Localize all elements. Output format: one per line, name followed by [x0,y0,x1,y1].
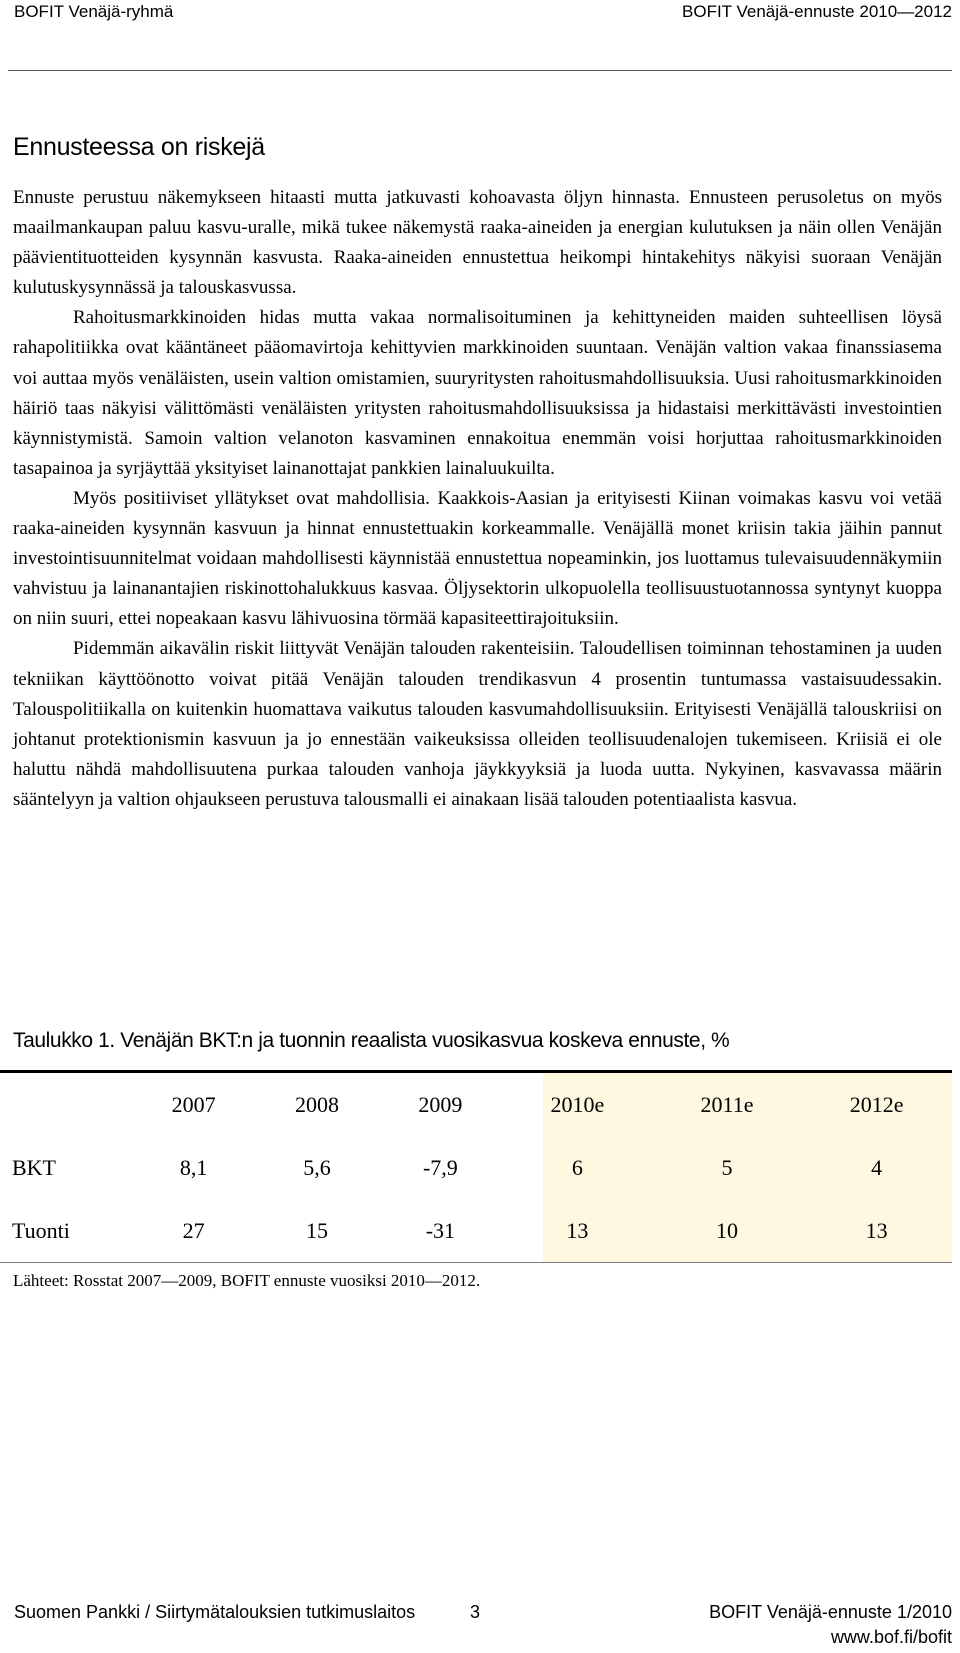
table-cell: 13 [566,1217,589,1243]
table-cell: 15 [306,1217,329,1243]
table-row-bkt [0,1137,952,1199]
table-caption: Taulukko 1. Venäjän BKT:n ja tuonnin reaalista vuosikasvua koskeva ennuste, % [13,1029,730,1052]
paragraph-3: Myös positiiviset yllätykset ovat mahdollisia. Kaakkois-Aasian ja erityisesti Kiinan voimakas kasvu voi vetää raaka-aineiden kysynnän kasvuun ja hinnat ennustettuakin korkeammalle. Venäjällä monet kriisin takia jäihin pannut investointisuunnitelmat voidaan mahdollisesti käynnistää ennustettua nopeaminkin, jos luottamus tulevaisuudennäkymiin vahvistuu ja lainanantajien riskinottohalukkuus kasvaa. Öljysektorin ulkopuolella teollisuustuotannossa syntynyt kuoppa on niin suuri, ettei nopeakaan kasvu lähivuosina törmää kapasiteettirajoituksiin. [13,487,942,630]
table-cell: 10 [715,1217,738,1243]
table-cell: 4 [871,1155,883,1181]
col-header-2008: 2008 [295,1092,340,1118]
header-left: BOFIT Venäjä-ryhmä [14,2,174,21]
table-cell: 6 [571,1155,583,1181]
paragraph-1: Ennuste perustuu näkemykseen hitaasti mutta jatkuvasti kohoavasta öljyn hinnasta. Ennusteen perusoletus on myös maailmankaupan paluu kasvu-uralle, mikä tukee näkemystä raaka-aineiden ja energian kulutuksen ja näin ollen Venäjän päävientituotteiden kysynnän kasvusta. Raaka-aineiden ennustettua heikompi hintakehitys näkyisi suoraan Venäjän kulutuskysynnässä ja talouskasvussa. [13,187,942,299]
table-cell: 5 [721,1155,733,1181]
col-header-2012e: 2012e [849,1092,904,1118]
table-bottom-rule [0,1262,952,1263]
header-empty-cell [0,1073,132,1137]
col-header-2010e: 2010e [550,1092,605,1118]
col-header-2009: 2009 [418,1092,463,1118]
table-cell: 13 [865,1217,888,1243]
table-cell: 5,6 [303,1155,331,1181]
page-number: 3 [470,1602,481,1622]
footer-url: www.bof.fi/bofit [830,1627,952,1647]
table-source: Lähteet: Rosstat 2007—2009, BOFIT ennuste vuosiksi 2010—2012. [13,1271,481,1290]
col-header-2011e: 2011e [700,1092,754,1118]
table-cell: 27 [182,1217,205,1243]
col-header-2007: 2007 [171,1092,216,1118]
paragraph-4: Pidemmän aikavälin riskit liittyvät Venäjän talouden rakenteisiin. Taloudellisen toiminnan tehostaminen ja uuden tekniikan käyttöönotto voivat pitää Venäjän talouden trendikasvun 4 prosentin tuntumassa vastaisuudessakin. Talouspolitiikalla on kuitenkin huomattava vaikutus talouden kasvumahdollisuuksiin. Erityisesti Venäjällä talouskriisi on johtanut protektionismin kasvuun ja jo ennestään vaikeuksissa olleiden teollisuudenalojen tukemiseen. Kriisiä ei ole haluttu nähdä mahdollisuutena purkaa talouden vanhoja jäykkyyksiä ja luoda uutta. Nykyinen, kasvavassa määrin sääntelyyn ja valtion ohjaukseen perustuva talousmalli ei ainakaan lisää talouden potentiaalista kasvua. [13,638,942,810]
header-divider [8,70,952,71]
paragraph-2: Rahoitusmarkkinoiden hidas mutta vakaa normalisoituminen ja kehittyneiden maiden suhteellisen löysä rahapolitiikka ovat kääntäneet pääomavirtoja kehittyvien markkinoiden suuntaan. Venäjän valtion vakaa finanssiasema voi auttaa myös venäläisten, usein valtion omistamien, suuryritysten rahoitusmahdollisuuksia. Uusi rahoitusmarkkinoiden häiriö taas näkyisi välittömästi venäläisten yritysten rahoitusmahdollisuuksissa ja hidastaisi merkittävästi investointien käynnistymistä. Samoin valtion velanoton kasvaminen ennakoitua enemmän voisi horjuttaa rahoitusmarkkinoiden tasapainoa ja syrjäyttää yksityiset lainanottajat pankkien lainaluukuilta. [13,307,942,479]
table-cell: 8,1 [179,1155,208,1181]
table-header-row [0,1073,952,1137]
footer-publication: BOFIT Venäjä-ennuste 1/2010 [709,1602,952,1622]
body-text [13,183,942,815]
row-label: Tuonti [12,1217,70,1243]
forecast-table [0,1073,952,1262]
section-title: Ennusteessa on riskejä [13,133,265,161]
footer-institution: Suomen Pankki / Siirtymätalouksien tutkimuslaitos [14,1602,416,1622]
table-row-tuonti [0,1200,952,1262]
table-cell: -7,9 [422,1155,458,1181]
row-label: BKT [12,1155,56,1181]
header-right: BOFIT Venäjä-ennuste 2010—2012 [682,2,952,21]
table-cell: -31 [425,1217,456,1243]
